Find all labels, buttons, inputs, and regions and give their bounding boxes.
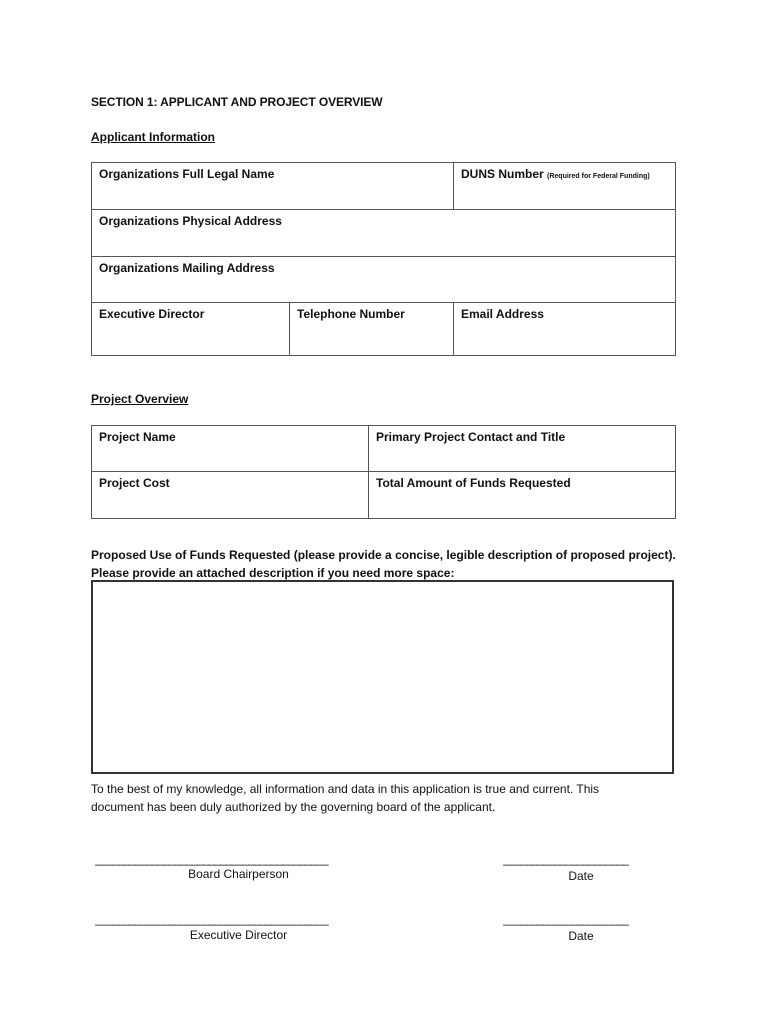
primary-contact-field[interactable] — [369, 426, 676, 472]
telephone-field[interactable] — [290, 303, 454, 356]
org-legal-name-label: Organizations Full Legal Name — [99, 167, 275, 181]
email-label: Email Address — [461, 307, 544, 321]
exec-director-signature-line[interactable]: _________________________________________ — [95, 912, 328, 926]
certification-line-1: To the best of my knowledge, all information and data in this application is true and current. This — [91, 782, 600, 796]
date-signature-line-2[interactable]: ______________________ — [503, 912, 628, 926]
board-chair-signature-line[interactable]: _________________________________________ — [95, 852, 328, 866]
section-title: SECTION 1: APPLICANT AND PROJECT OVERVIEW — [91, 95, 383, 109]
org-legal-name-field[interactable] — [92, 163, 454, 210]
executive-director-field[interactable] — [92, 303, 290, 356]
total-funds-label: Total Amount of Funds Requested — [376, 476, 571, 490]
applicant-information-heading: Applicant Information — [91, 130, 215, 144]
email-field[interactable] — [454, 303, 676, 356]
board-chair-label: Board Chairperson — [188, 867, 289, 881]
mailing-address-label: Organizations Mailing Address — [99, 261, 275, 275]
project-name-label: Project Name — [99, 430, 176, 444]
proposed-use-line-2: Please provide an attached description if you need more space: — [91, 566, 455, 580]
executive-director-label: Executive Director — [99, 307, 205, 321]
physical-address-field[interactable] — [92, 210, 676, 257]
date-signature-line-1[interactable]: ______________________ — [503, 852, 628, 866]
date-label-1: Date — [568, 869, 594, 883]
project-cost-field[interactable] — [92, 472, 369, 519]
exec-director-label: Executive Director — [189, 928, 288, 942]
duns-number-note: (Required for Federal Funding) — [547, 173, 650, 180]
proposed-use-prompt — [91, 546, 691, 582]
primary-contact-label: Primary Project Contact and Title — [376, 430, 566, 444]
applicant-information-table — [91, 162, 676, 356]
proposed-use-line-1: Proposed Use of Funds Requested (please provide a concise, legible description of proposed project). — [91, 548, 676, 562]
duns-number-label: DUNS Number — [461, 167, 544, 181]
proposed-use-description-box[interactable] — [91, 580, 674, 774]
date-label-2: Date — [568, 929, 594, 943]
physical-address-label: Organizations Physical Address — [99, 214, 282, 228]
project-overview-table — [91, 425, 676, 519]
duns-number-field[interactable] — [454, 163, 676, 210]
project-name-field[interactable] — [92, 426, 369, 472]
project-cost-label: Project Cost — [99, 476, 170, 490]
mailing-address-field[interactable] — [92, 257, 676, 303]
certification-line-2: document has been duly authorized by the governing board of the applicant. — [91, 800, 496, 814]
telephone-label: Telephone Number — [297, 307, 405, 321]
certification-statement — [91, 780, 691, 816]
project-overview-heading: Project Overview — [91, 392, 189, 406]
total-funds-field[interactable] — [369, 472, 676, 519]
